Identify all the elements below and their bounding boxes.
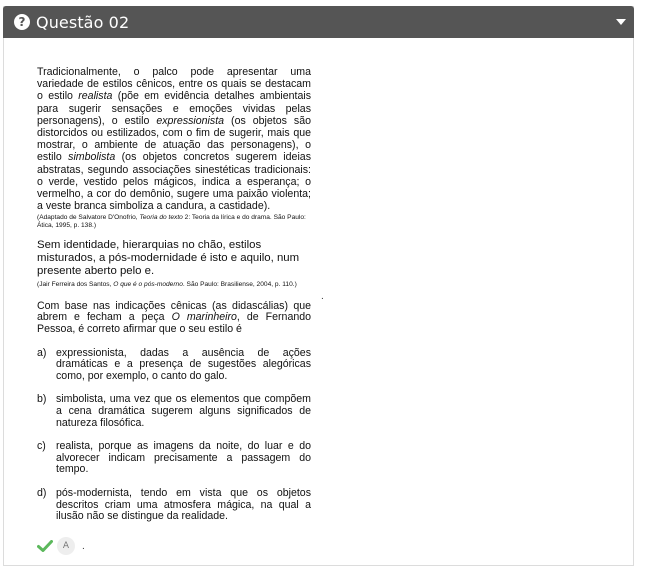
chevron-down-icon[interactable]: [616, 19, 626, 25]
passage-1: Tradicionalmente, o palco pode apresentar uma variedade de estilos cênicos, entre os quais se destacam o estilo realista (põe em evidência detalhes ambientais para sugerir sensações e emoções vividas pelas personagens), o estilo expressionista (os objetos são distorcidos ou estilizados, com o fim de sugerir, mais que mostrar, o ambiente de atuação das personagens), o estilo simbolista (os objetos concretos sugerem ideias abstratas, segundo associações sinestéticas tradicionais: o verde, vestido pelos mágicos, indica a esperança; o vermelho, a cor do demônio, sugere uma paixão violenta; a veste branca simboliza a candura, a castidade).: [37, 66, 311, 213]
option-text: pós-modernista, tendo em vista que os objetos descritos criam uma atmosfera mágica, na qual a ilusão não se distingue da realidade.: [56, 486, 311, 523]
option-letter: b): [37, 393, 47, 406]
option-text: expressionista, dadas a ausência de ações dramáticas e a presença de sugestões alegóricas como, por exemplo, o canto do galo.: [56, 346, 311, 382]
option-a: [37, 348, 311, 383]
question-body: [37, 66, 311, 523]
passage-1-source: (Adaptado de Salvatore D'Onofrio, Teoria do texto 2: Teoria da lírica e do drama. São Paulo: Ática, 1995, p. 138.): [37, 214, 306, 230]
answer-badge: A: [57, 537, 75, 555]
question-mark-icon: ?: [14, 14, 30, 30]
option-text: simbolista, uma vez que os elementos que compõem a cena dramática sugerem alguns significados de natureza filosófica.: [56, 393, 311, 429]
answer-suffix: .: [82, 540, 85, 552]
checkmark-icon: [37, 540, 53, 552]
question-title: Questão 02: [36, 12, 130, 32]
option-c: [37, 441, 311, 476]
answer-row: [37, 537, 85, 555]
option-b: [37, 394, 311, 429]
option-letter: c): [37, 440, 46, 453]
passage-2: Sem identidade, hierarquias no chão, estilos misturados, a pós-modernidade é isto e aquilo, num presente aberto pelo e.: [37, 239, 300, 278]
option-letter: d): [37, 486, 47, 499]
passage-2-source: (Jair Ferreira dos Santos, O que é o pós-moderno. São Paulo: Brasiliense, 2004, p. 110.): [37, 280, 297, 288]
stray-dot: .: [321, 291, 324, 302]
option-d: [37, 488, 311, 523]
option-letter: a): [37, 346, 47, 359]
question-header[interactable]: [3, 6, 634, 38]
option-text: realista, porque as imagens da noite, do luar e do alvorecer indicam precisamente a passagem do tempo.: [56, 440, 311, 476]
question-stem: Com base nas indicações cênicas (as didascálias) que abrem e fecham a peça O marinheiro, de Fernando Pessoa, é correto afirmar que o seu estilo é: [37, 299, 312, 336]
